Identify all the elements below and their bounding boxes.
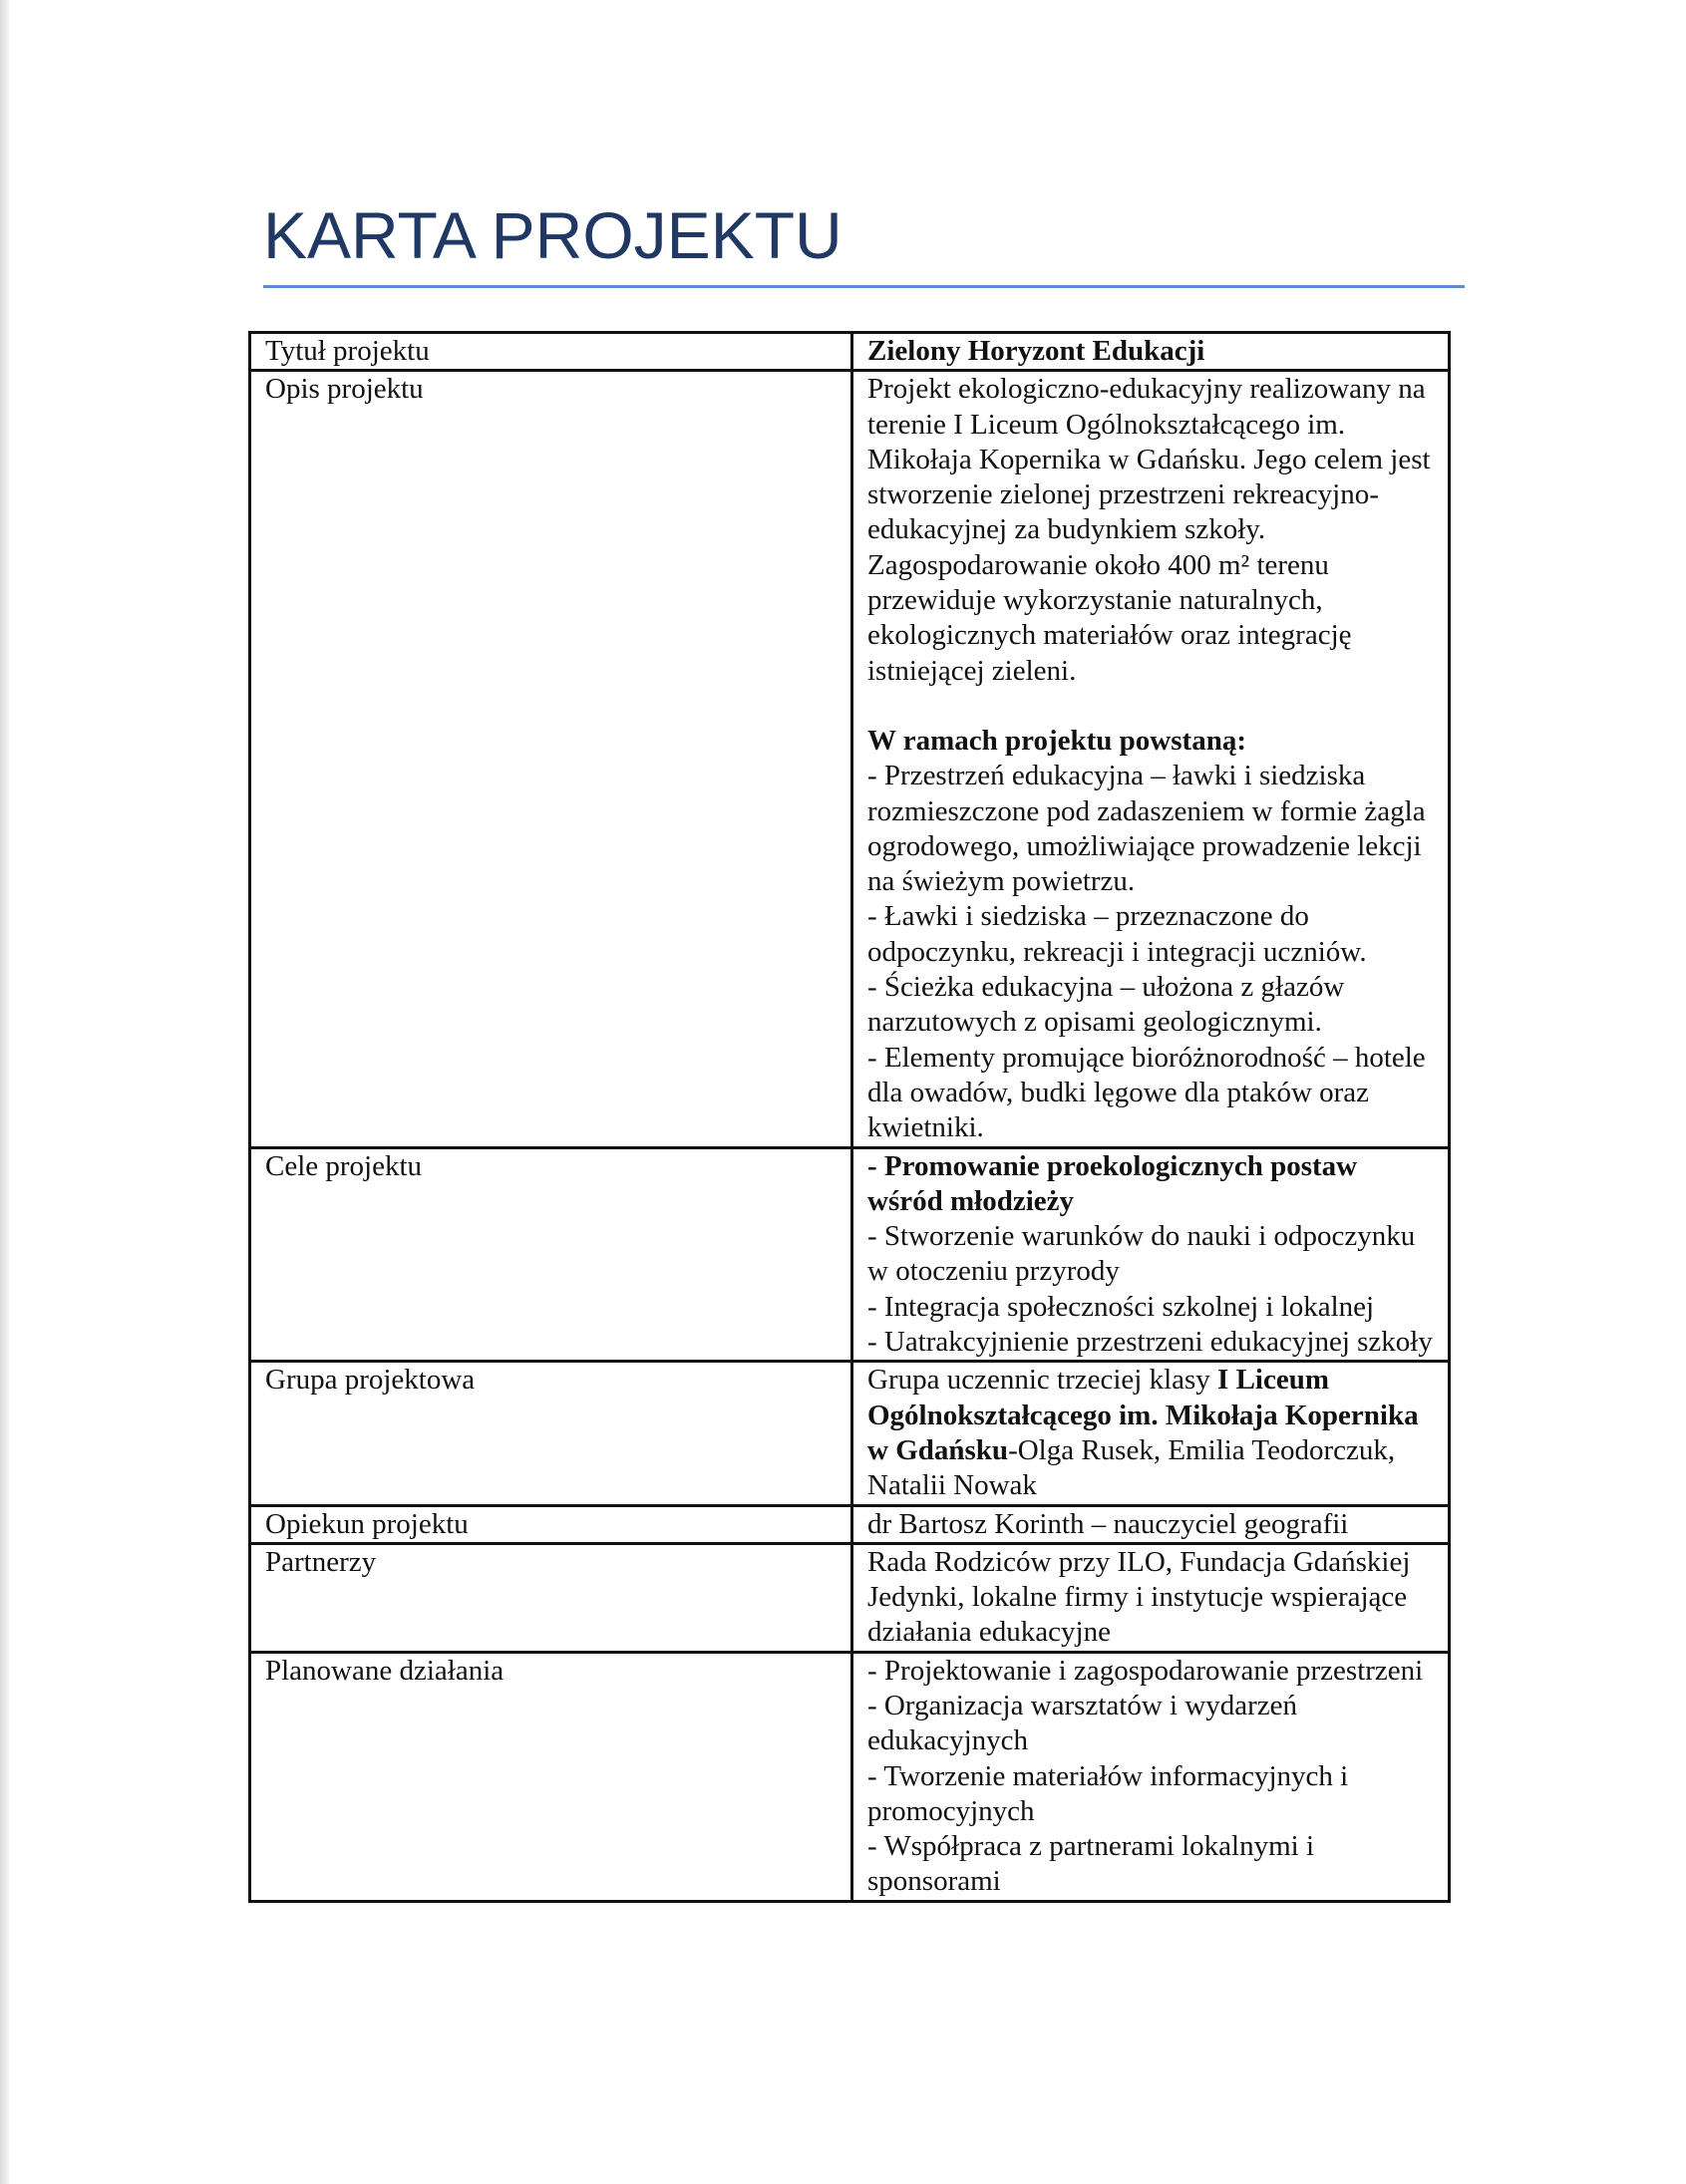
value-partnerzy: Rada Rodziców przy ILO, Fundacja Gdańskiej Jedynki, lokalne firmy i instytucje wspierające działania edukacyjne	[852, 1543, 1450, 1652]
value-opis	[852, 371, 1450, 1147]
row-opis	[250, 371, 1450, 1147]
row-tytul	[250, 333, 1450, 371]
title-underline	[263, 285, 1465, 288]
opis-item: - Ścieżka edukacyjna – ułożona z głazów narzutowych z opisami geologicznymi.	[867, 971, 1345, 1039]
grupa-school-name: I Liceum Ogólnokształcącego im. Mikołaja Kopernika w Gdańsku	[867, 1364, 1419, 1466]
document-page	[9, 0, 1686, 2184]
value-tytul: Zielony Horyzont Edukacji	[852, 333, 1450, 371]
label-dzialania: Planowane działania	[250, 1652, 852, 1901]
dzialania-item: - Organizacja warsztatów i wydarzeń edukacyjnych	[867, 1689, 1298, 1757]
label-partnerzy: Partnerzy	[250, 1543, 852, 1652]
opis-gap	[867, 689, 1436, 724]
label-tytul: Tytuł projektu	[250, 333, 852, 371]
cele-item: - Stworzenie warunków do nauki i odpoczynku w otoczeniu przyrody	[867, 1220, 1416, 1288]
opis-item: - Elementy promujące bioróżnorodność – hotele dla owadów, budki lęgowe dla ptaków oraz kwietniki.	[867, 1041, 1426, 1144]
value-opiekun: dr Bartosz Korinth – nauczyciel geografii	[852, 1505, 1450, 1543]
dzialania-item: - Projektowanie i zagospodarowanie przestrzeni	[867, 1654, 1424, 1687]
dzialania-item: - Współpraca z partnerami lokalnymi i sponsorami	[867, 1830, 1314, 1898]
label-grupa: Grupa projektowa	[250, 1362, 852, 1505]
project-card-table	[248, 331, 1451, 1903]
opis-item: - Ławki i siedziska – przeznaczone do odpoczynku, rekreacji i integracji uczniów.	[867, 900, 1367, 968]
opis-subheading: W ramach projektu powstaną:	[867, 724, 1246, 757]
row-opiekun	[250, 1505, 1450, 1543]
cele-item: - Promowanie proekologicznych postaw wśród młodzieży	[867, 1149, 1358, 1217]
opis-item: - Przestrzeń edukacyjna – ławki i siedziska rozmieszczone pod zadaszeniem w formie żagla ogrodowego, umożliwiające prowadzenie lekcji na świeżym powietrzu.	[867, 760, 1426, 898]
grupa-members: -Olga Rusek, Emilia Teodorczuk, Natalii Nowak	[867, 1433, 1396, 1502]
label-opis: Opis projektu	[250, 371, 852, 1147]
page-edge-shadow	[0, 0, 9, 2184]
row-partnerzy	[250, 1543, 1450, 1652]
cele-item: - Uatrakcyjnienie przestrzeni edukacyjnej szkoły	[867, 1326, 1433, 1359]
value-grupa	[852, 1362, 1450, 1505]
cele-item: - Integracja społeczności szkolnej i lokalnej	[867, 1290, 1375, 1323]
dzialania-item: - Tworzenie materiałów informacyjnych i promocyjnych	[867, 1759, 1349, 1827]
row-grupa	[250, 1362, 1450, 1505]
value-dzialania	[852, 1652, 1450, 1901]
opis-text: Projekt ekologiczno-edukacyjny realizowany na terenie I Liceum Ogólnokształcącego im. Mikołaja Kopernika w Gdańsku. Jego celem jest stworzenie zielonej przestrzeni rekreacyjno-edukacyjnej za budynkiem szkoły. Zagospodarowanie około 400 m² terenu przewiduje wykorzystanie naturalnych, ekologicznych materiałów oraz integrację istniejącej zieleni.	[867, 373, 1431, 687]
grupa-text-before: Grupa uczennic trzeciej klasy	[867, 1364, 1218, 1397]
row-dzialania	[250, 1652, 1450, 1901]
label-cele: Cele projektu	[250, 1147, 852, 1362]
value-cele	[852, 1147, 1450, 1362]
row-cele	[250, 1147, 1450, 1362]
label-opiekun: Opiekun projektu	[250, 1505, 852, 1543]
document-title: KARTA PROJEKTU	[263, 198, 843, 272]
